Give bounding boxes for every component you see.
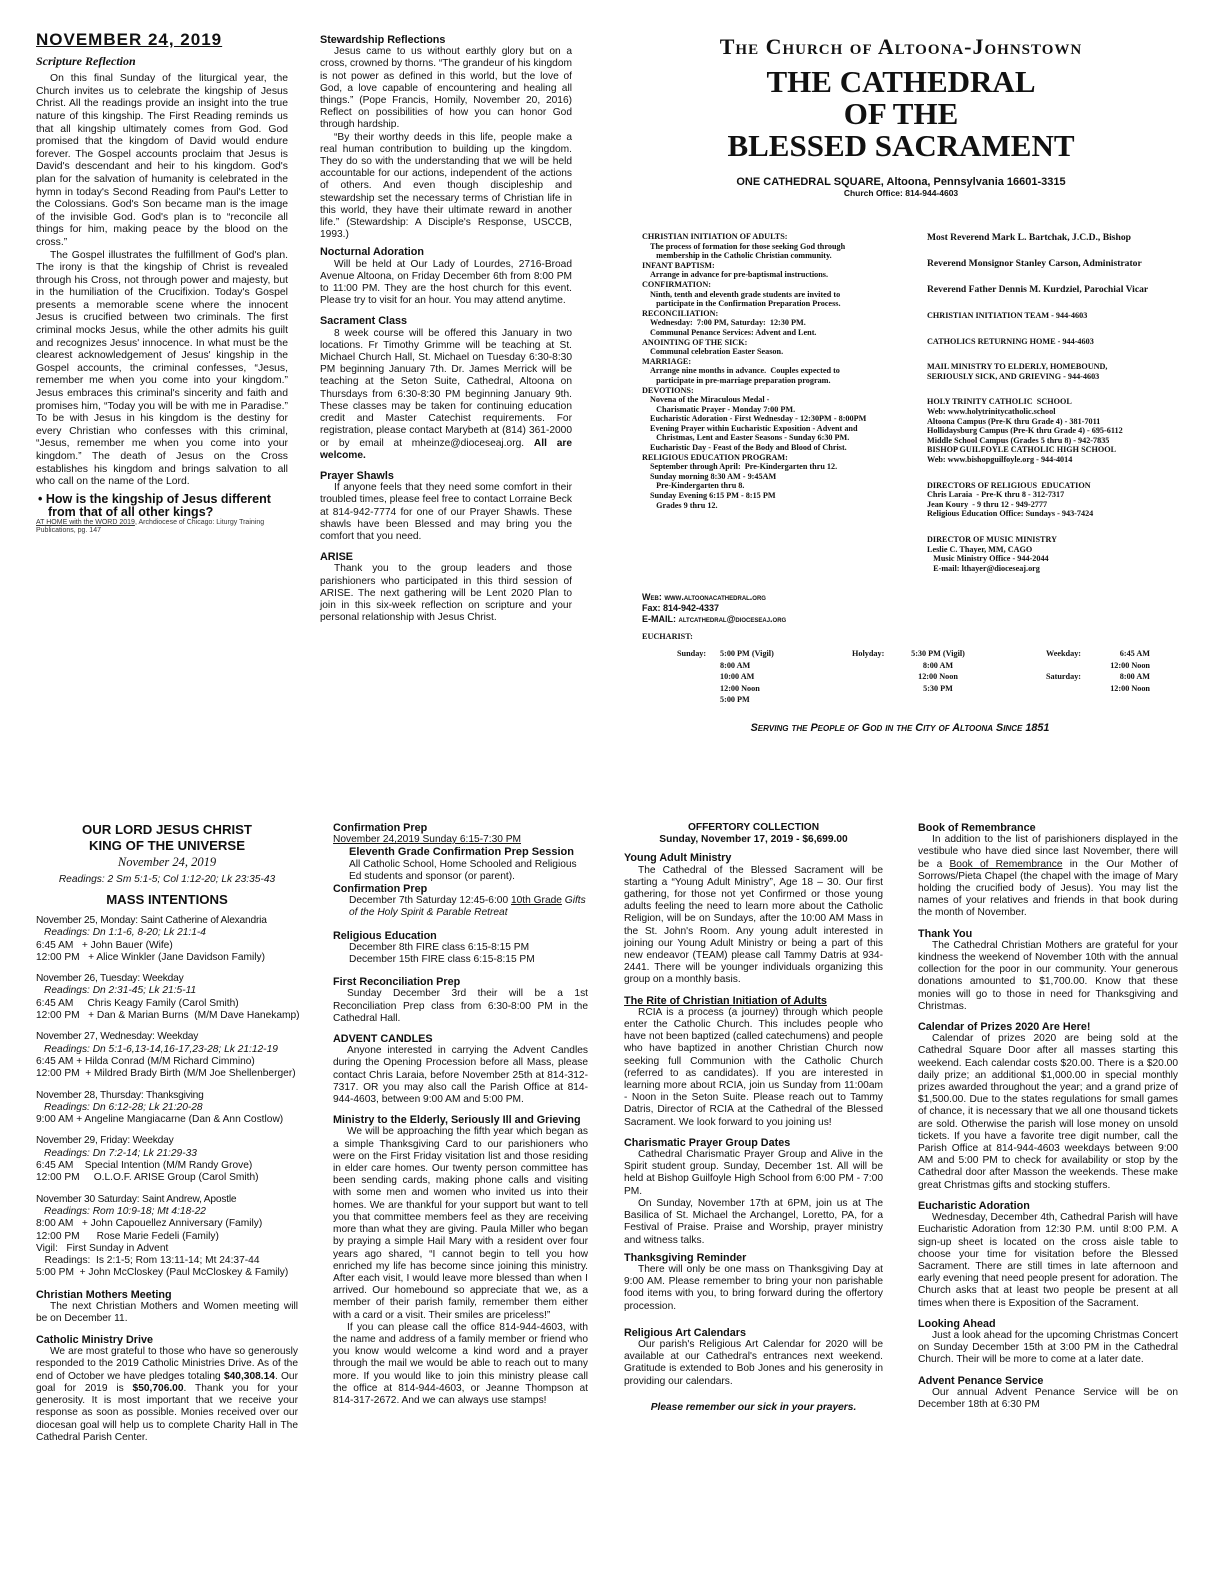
citation-rest: , Archdiocese of Chicago: Liturgy Training Publications, pg. 147 [36, 518, 265, 534]
christian-mothers-text: The next Christian Mothers and Women meeting will be on December 11. [36, 1301, 298, 1325]
saturday-label: Saturday: [1046, 672, 1082, 681]
sacrament-detail: September through April: Pre-Kindergarten thru 12. [650, 462, 838, 472]
dre-line: Chris Laraia - Pre-K thru 8 - 312-7317 [927, 490, 1065, 500]
scripture-reflection-heading: Scripture Reflection [36, 53, 136, 68]
staff-bishop: Most Reverend Mark L. Bartchak, J.C.D., Bishop [927, 232, 1131, 243]
christian-initiation-team: CHRISTIAN INITIATION TEAM - 944-4603 [927, 311, 1088, 320]
school-line: HOLY TRINITY CATHOLIC SCHOOL [927, 397, 1072, 407]
mass-day-readings: Readings: Rom 10:9-18; Mt 4:18-22 [44, 1205, 206, 1217]
email[interactable]: E-MAIL: altcathedral@dioceseaj.org [642, 614, 787, 624]
eucharistic-adoration-heading: Eucharistic Adoration [918, 1199, 1030, 1212]
first-reconciliation-text: Sunday December 3rd their will be a 1st Reconciliation Prep class from 6:30-8:00 PM in the Cathedral Hall. [333, 988, 588, 1024]
music-line: DIRECTOR OF MUSIC MINISTRY [927, 534, 1058, 544]
mass-days-list [36, 915, 298, 1280]
mass-day [36, 973, 298, 1022]
looking-ahead-heading: Looking Ahead [918, 1317, 996, 1330]
sacrament-heading: MARRIAGE: [642, 356, 692, 366]
mass-day-title: November 29, Friday: Weekday [36, 1135, 174, 1147]
holyday-times [898, 648, 978, 694]
dre-line: Jean Koury - 9 thru 12 - 949-2777 [927, 499, 1048, 509]
sacrament-detail: Sunday morning 8:30 AM - 9:45AM [650, 471, 777, 481]
saturday-times [1098, 671, 1150, 694]
parish-events-column [333, 822, 588, 1407]
mass-day [36, 1135, 298, 1184]
fax: Fax: 814-942-4337 [642, 603, 720, 613]
mass-day-readings: Readings: Dn 2:31-45; Lk 21:5-11 [44, 985, 197, 997]
bulletin-date: NOVEMBER 24, 2019 [36, 30, 223, 49]
sacrament-detail: Eucharistic Day - Feast of the Body and Blood of Christ. [650, 443, 847, 453]
mass-intention: 12:00 PM O.L.O.F. ARISE Group (Carol Smith) [36, 1172, 259, 1184]
sunday-mass-time: 5:00 PM [720, 695, 750, 704]
mass-day-readings: Readings: Dn 7:2-14; Lk 21:29-33 [44, 1147, 197, 1159]
school-line: Web: www.holytrinitycatholic.school [927, 406, 1056, 416]
church-header [606, 34, 1196, 198]
offertory-heading: OFFERTORY COLLECTION [687, 822, 820, 833]
school-line: BISHOP GUILFOYLE CATHOLIC HIGH SCHOOL [927, 445, 1117, 455]
goal-total: $50,706.00 [132, 1382, 184, 1394]
diocese-name: The Church of Altoona-Johnstown [719, 34, 1083, 59]
sacraments-list [642, 232, 912, 510]
confirmation-attendees: All Catholic School, Home Schooled and Religious Ed students and sponsor (or parent). [349, 858, 577, 882]
mass-intention: 12:00 PM Rose Marie Fedeli (Family) [36, 1230, 219, 1242]
elderly-ministry-text-2: If you can please call the office 814-944-4603, with the name and address of a family member or friend who you know would welcome a kind word and a prayer through the mail we would be able to reach out to many more. If you would like to join this ministry please call the office at 814-944-4603, or Jeanne Thompson at 814-317-2672. And we can always use stamps! [333, 1321, 588, 1406]
website[interactable]: Web: www.altoonacathedral.org [642, 592, 766, 602]
calendar-prizes-heading: Calendar of Prizes 2020 Are Here! [918, 1021, 1091, 1034]
mass-day [36, 1194, 298, 1280]
cathedral-title-line-2: OF THE [843, 96, 959, 131]
school-line: Web: www.bishopguilfoyle.org - 944-4014 [927, 454, 1073, 464]
mass-day-title: November 25, Monday: Saint Catherine of Alexandria [36, 915, 267, 926]
sacrament-detail: participate in pre-marriage preparation program. [650, 375, 831, 385]
school-line: Hollidaysburg Campus (Pre-K thru Grade 4) - 695-6112 [927, 426, 1123, 436]
reflection-paragraph-1: On this final Sunday of the liturgical year, the Church invites us to celebrate the kingship of Jesus Christ. All the readings provide an insight into the true nature of this kingship. The First Reading reminds us that all kingship ultimately comes from God. God promised that the kingdom of David would endure forever. The Gospel accounts proclaim that Jesus is David's descendant and heir to his kingdom. God's plan for the salvation of humanity is celebrated in the hymn in today's Second Reading from Paul's Letter to the Colossians. God's Son became man is the image of the invisible God. God's plan is to “reconcile all things for him, making peace by the blood on the cross.” [36, 73, 288, 248]
sacrament-detail: The process of formation for those seeking God through [650, 241, 846, 251]
sacrament-detail: participate in the Confirmation Preparation Process. [650, 299, 841, 309]
mass-intention: 6:45 AM Chris Keagy Family (Carol Smith) [36, 997, 239, 1009]
scripture-reflection-column [36, 30, 288, 535]
church-address: ONE CATHEDRAL SQUARE, Altoona, Pennsylvania 16601-3315 [736, 176, 1066, 188]
sacrament-detail: Sunday Evening 6:15 PM - 8:15 PM [650, 491, 776, 501]
advent-candles-text: Anyone interested in carrying the Advent Candles during the Opening Procession before all Mass, please contact Chris Laraia, before November 25th at 814-312-7317. OR you may also call the Parish Office at 814-944-4603, between 9:00 AM and 5:00 PM. [333, 1045, 588, 1106]
serving-tagline: Serving the People of God in the City of Altoona Since 1851 [750, 722, 1050, 734]
sacrament-heading: CHRISTIAN INITIATION OF ADULTS: [642, 232, 788, 241]
pledges-total: $40,308.14 [223, 1370, 275, 1382]
thanksgiving-heading: Thanksgiving Reminder [624, 1251, 747, 1264]
stewardship-paragraph-2: “By their worthy deeds in this life, people make a real human contribution to building up the kingdom. They do so with the understanding that we will be held accountable for our actions, independent of the actions of others. And even though discipleship and stewardship set the necessary terms of Christian life in this world, they have their ultimate reward in another life.” (Stewardship: A Disciple's Response, USCCB, 1993.) [320, 131, 572, 241]
penance-service-text: Our annual Advent Penance Service will be on December 18th at 6:30 PM [918, 1386, 1178, 1410]
mass-intention: Readings: Is 2:1-5; Rom 13:11-14; Mt 24:37-44 [36, 1255, 260, 1267]
thank-you-text: The Cathedral Christian Mothers are grateful for your kindness the weekend of November 10th with the annual collection for the poor in our community. Your generous donations amounted to $1,700.00. Know that these monies will go to those in need for Thanksgiving and Christmas. [918, 939, 1178, 1012]
schools-block [927, 397, 1197, 464]
rcia-text: RCIA is a process (a journey) through which people enter the Catholic Church. This includes people who have not been baptized (called catechumens) and people who have baptized in another Christian Church now seeking full Communion with the Catholic Church (referred to as candidates). If you are interested in learning more about RCIA, join us Sunday from 11:00am - Noon in the Seton Suite. Please reach out to Tammy Datris, Director of RCIA at the Cathedral of the Blessed Sacrament. We look forward to you joining us! [624, 1006, 883, 1128]
mass-day-title: November 26, Tuesday: Weekday [36, 973, 184, 985]
fire-class-2: December 15th FIRE class 6:15-8:15 PM [349, 954, 535, 966]
sacrament-heading: RELIGIOUS EDUCATION PROGRAM: [642, 452, 788, 462]
saturday-mass-time: 8:00 AM [1119, 672, 1150, 681]
sacrament-detail: membership in the Catholic Christian community. [650, 251, 832, 261]
sunday-mass-time: 5:00 PM (Vigil) [720, 649, 774, 658]
cathedral-title-line-1: THE CATHEDRAL [766, 64, 1036, 99]
feast-title-2: KING OF THE UNIVERSE [88, 838, 246, 853]
sacrament-detail: Ninth, tenth and eleventh grade students are invited to [650, 289, 841, 299]
mass-intention: 12:00 PM + Mildred Brady Birth (M/M Joe Shellenberger) [36, 1068, 296, 1080]
weekday-mass-time: 6:45 AM [1119, 649, 1150, 658]
rcia-heading: The Rite of Christian Initiation of Adults [624, 994, 827, 1007]
mass-day-readings: Readings: Dn 5:1-6,13-14,16-17,23-28; Lk 21:12-19 [44, 1043, 278, 1055]
mail-ministry-line-1: MAIL MINISTRY TO ELDERLY, HOMEBOUND, [927, 362, 1108, 372]
all-welcome: All are welcome. [320, 437, 572, 461]
prayer-shawls-heading: Prayer Shawls [320, 469, 394, 482]
eucharist-label: EUCHARIST: [642, 632, 693, 641]
thank-you-heading: Thank You [918, 927, 973, 940]
thanksgiving-text: There will only be one mass on Thanksgiving Day at 9:00 AM. Please remember to bring your non parishable food items with you, to bring forward during the offertory procession. [624, 1263, 883, 1312]
citation-title: AT HOME with the WORD 2019 [36, 518, 135, 526]
holyday-mass-time: 5:30 PM (Vigil) [911, 649, 965, 658]
stewardship-paragraph-1: Jesus came to us without earthly glory but on a cross, crowned by thorns. “The grandeur of his kingdom is not power as defined in this world, but the love of God, a love capable of encountering and healing all things.” (Pope Francis, Homily, November 20, 2016) Reflect on possibilities of how you can honor God through hardship. [320, 46, 572, 131]
sacrament-class-text: 8 week course will be offered this January in two locations. Fr Timothy Grimme will be teaching at St. Michael Church Hall, St. Michael on Tuesday 6:30-8:30 PM beginning January 7th. Dr. James Merrick will be teaching at the Seton Suite, Cathedral, Altoona on Thursdays from 6:30-8:30 PM beginning January 9th. These classes may be taken for continuing education credit and Master Catechist requirements. For registration, please contact Marybeth at (814) 361-2000 or by email at mheinze@dioceseaj.org. All are welcome. [320, 327, 572, 461]
sacrament-detail: Evening Prayer within Eucharistic Exposition - Advent and [650, 423, 858, 433]
stewardship-heading: Stewardship Reflections [320, 34, 446, 46]
school-line: Altoona Campus (Pre-K thru Grade 4) - 381-7011 [927, 416, 1101, 426]
sacrament-heading: CONFIRMATION: [642, 279, 711, 289]
music-line: Music Ministry Office - 944-2044 [927, 554, 1049, 564]
penance-service-heading: Advent Penance Service [918, 1374, 1044, 1387]
school-line: Middle School Campus (Grades 5 thru 8) - 942-7835 [927, 435, 1110, 445]
ministry-drive-text: We are most grateful to those who have so generously responded to the 2019 Catholic Ministries Drive. As of the end of October we have pledges totaling $40,308.14. Our goal for 2019 is $50,706.00. Thank you for your generosity. It is most important that we receive your response as soon as possible. Monies received over our diocesan goal will help us to complete Charity Hall in The Cathedral Parish Center. [36, 1345, 298, 1443]
confirmation-prep-heading: Confirmation Prep [333, 822, 428, 834]
young-adult-text: The Cathedral of the Blessed Sacrament will be starting a “Young Adult Ministry”, Age 18 – 30. Our first gathering, for those not yet Confirmed or those young adults feeling the need to learn more about the Catholic Religion, will be on Sundays, after the 10:00 AM Mass in the St. John's Room. Any young adult interested in joining our Young Adult Ministry or being a part of this new endeavor (TEAM) please call Tammy Datris at 934-2441. There will be younger individuals organizing this group on a monthly basis. [624, 864, 883, 986]
staff-vicar: Reverend Father Dennis M. Kurdziel, Parochial Vicar [927, 284, 1149, 295]
nocturnal-adoration-text: Will be held at Our Lady of Lourdes, 2716-Broad Avenue Altoona, on Friday December 6th from 8:00 PM to 11:00 PM. They are the host church for this event. Please try to visit for an hour. You may attend anytime. [320, 258, 572, 307]
weekday-times [1098, 648, 1150, 671]
reflection-paragraph-2: The Gospel illustrates the fulfillment of God's plan. The irony is that the kingship of Christ is revealed through his Cross, not through power and majesty, but in the humiliation of the Crucifixion. Today's Gospel presents a memorable scene where the innocent Jesus is crucified between two criminals. The first criminal mocks Jesus, while the other admits his guilt and recognizes Jesus' innocence. In what must be the clearest acknowledgement of Jesus' kingship in the Gospel accounts, the criminal confesses, “Jesus, remember me when you come into your kingdom.” Jesus embraces this criminal's sincerity and faith and promises him, “Today you will be with me in Paradise.” To be with Jesus in his kingdom is the destiny for every Christian who confesses with this criminal, “Jesus, remember me when you come into your kingdom.” The death of Jesus on the Cross establishes his kingdom and brings salvation to all who call on the name of the Lord. [36, 249, 288, 488]
confirmation-session: Eleventh Grade Confirmation Prep Session [349, 846, 574, 859]
sacrament-detail: Grades 9 thru 12. [650, 500, 718, 510]
cathedral-title-line-3: BLESSED SACRAMENT [727, 128, 1075, 163]
arise-heading: ARISE [320, 551, 353, 564]
looking-ahead-text: Just a look ahead for the upcoming Christmas Concert on Sunday December 15th at 3:00 PM in the Cathedral Church. Their will be more to come at a later date. [918, 1329, 1178, 1366]
charismatic-text-2: On Sunday, November 17th at 6PM, join us at The Basilica of St. Michael the Archangel, Loretto, PA, for a Festival of Praise. Praise and Worship, prayer ministry and witness talks. [624, 1197, 883, 1246]
prayer-shawls-text: If anyone feels that they need some comfort in their troubled times, please feel free to contact Lorraine Beck at 814-942-7774 for one of our Prayer Shawls. These shawls have been Blessed and may bring you the comfort that you need. [320, 482, 572, 542]
mass-intention: 6:45 AM + Hilda Conrad (M/M Richard Cimmino) [36, 1055, 255, 1067]
mass-day-title: November 30 Saturday: Saint Andrew, Apostle [36, 1193, 237, 1205]
mass-intention: 12:00 PM + Dan & Marian Burns (M/M Dave Hanekamp) [36, 1010, 300, 1022]
christian-mothers-heading: Christian Mothers Meeting [36, 1288, 172, 1301]
staff-administrator: Reverend Monsignor Stanley Carson, Administrator [927, 258, 1142, 269]
sacrament-detail: Communal Penance Services: Advent and Lent. [650, 327, 817, 337]
dre-block [927, 481, 1197, 519]
charismatic-heading: Charismatic Prayer Group Dates [624, 1136, 791, 1149]
charismatic-text-1: Cathedral Charismatic Prayer Group and Alive in the Spirit student group. Sunday, December 1st. All will be held at Bishop Guilfoyle High School from 6:00 PM - 7:00 PM. [624, 1149, 883, 1197]
saturday-mass-time: 12:00 Noon [1110, 683, 1150, 693]
mass-intentions-heading: MASS INTENTIONS [106, 892, 228, 907]
sacrament-detail: Novena of the Miraculous Medal - [650, 395, 770, 405]
book-remembrance-text: In addition to the list of parishioners displayed in the vestibule who have died since last November, there will be a Book of Remembrance in the Our Mother of Sorrows/Pieta Chapel (the chapel with the image of Mary holding the crucified body of Jesus). You may list the names of your relatives and friends in that book during the month of November. [918, 834, 1178, 919]
eucharistic-adoration-text: Wednesday, December 4th, Cathedral Parish will have Eucharistic Adoration from 12:30 P.M. until 8:00 P.M. A sign-up sheet is located on the cross aisle table to choose your time for visitation before the Blessed Sacrament. There are still times in late afternoon and early evening that need people present for adoration. The Church asks that at least two people be present at all times when there is Exposition of the Sacrament. [918, 1212, 1178, 1309]
art-calendars-heading: Religious Art Calendars [624, 1326, 746, 1339]
mass-intentions-column [36, 822, 298, 1444]
mass-day-title: November 28, Thursday: Thanksgiving [36, 1089, 204, 1101]
holyday-mass-time: 12:00 Noon [918, 672, 958, 681]
sunday-label: Sunday: [677, 649, 707, 658]
weekday-label: Weekday: [1046, 649, 1082, 658]
mass-intention: 5:00 PM + John McCloskey (Paul McCloskey & Family) [36, 1267, 289, 1279]
sacrament-heading: ANOINTING OF THE SICK: [642, 337, 748, 347]
dre-line: Religious Education Office: Sundays - 943-7424 [927, 509, 1094, 519]
fire-class-1: December 8th FIRE class 6:15-8:15 PM [349, 941, 530, 953]
music-line: E-mail: lthayer@dioceseaj.org [927, 563, 1040, 573]
arise-text: Thank you to the group leaders and those parishioners who participated in this third session of ARISE. The next gathering will be Lent 2020 Plan to join in this six-week reflection on scripture and your personal relationship with Jesus Christ. [320, 563, 572, 624]
holyday-mass-time: 8:00 AM [922, 660, 954, 670]
mail-ministry-line-2: SERIOUSLY SICK, AND GRIEVING - 944-4603 [927, 371, 1100, 381]
sacrament-detail: Charismatic Prayer - Monday 7:00 PM. [650, 404, 796, 414]
art-calendars-text: Our parish's Religious Art Calendar for 2020 will be available at our Cathedral's entrances next weekend. Gratitude is extended to Bob Jones and his generosity in providing our calendars. [624, 1338, 883, 1387]
sacrament-detail: Pre-Kindergarten thru 8. [650, 481, 745, 491]
feast-date: November 24, 2019 [117, 855, 217, 869]
question-text: How is the kingship of Jesus different from that of all other kings? [45, 491, 271, 519]
weekday-mass-time: 12:00 Noon [1110, 660, 1150, 670]
citation [36, 519, 288, 535]
dre-line: DIRECTORS OF RELIGIOUS EDUCATION [927, 480, 1091, 490]
calendar-prizes-text: Calendar of prizes 2020 are being sold at the Cathedral Square Door after all masses starting this weekend. Each calendar costs $20.00. There is a $20.00 daily prize; an additional $1,000.00 in special monthly prizes awarded throughout the year; and a grand prize of $1,500.00. Due to the states regulations for small games of chance, it is necessary that we all one thousand tickets are sold. Otherwise the parish will lose money on unsold tickets. If you have a favorite tree digit number, call the Parish Office at 814-944-4603 weekdays between 9:00 AM and 5:00 PM to check for availability or stop by the Cathedral door after Masson the weekends. These make great Christmas gifts and stocking stuffers. [918, 1033, 1178, 1191]
church-office-phone: Church Office: 814-944-4603 [843, 188, 959, 198]
reflection-question: • How is the kingship of Jesus different from that of all other kings? [38, 491, 271, 519]
offertory-amount: Sunday, November 17, 2019 - $6,699.00 [659, 834, 848, 846]
sunday-times [720, 648, 800, 706]
feast-title-1: OUR LORD JESUS CHRIST [82, 822, 252, 837]
book-remembrance-heading: Book of Remembrance [918, 822, 1036, 834]
music-block [927, 535, 1197, 573]
music-line: Leslie C. Thayer, MM, CAGO [927, 544, 1033, 554]
ministry-drive-heading: Catholic Ministry Drive [36, 1333, 153, 1346]
elderly-ministry-heading: Ministry to the Elderly, Seriously Ill and Grieving [333, 1114, 581, 1127]
mass-intention: Vigil: First Sunday in Advent [36, 1242, 169, 1254]
mass-day [36, 1090, 298, 1127]
mass-intention: 12:00 PM + Alice Winkler (Jane Davidson Family) [36, 951, 266, 963]
sacrament-detail: Christmas, Lent and Easter Seasons - Sunday 6:30 PM. [650, 433, 850, 443]
sick-prayer-footer: Please remember our sick in your prayers. [650, 1401, 857, 1413]
contact-block [642, 592, 912, 625]
first-reconciliation-heading: First Reconciliation Prep [333, 976, 461, 989]
sacrament-detail: Arrange in advance for pre-baptismal instructions. [650, 270, 829, 280]
mass-intention: 6:45 AM Special Intention (M/M Randy Grove) [36, 1160, 253, 1172]
feast-readings: Readings: 2 Sm 5:1-5; Col 1:12-20; Lk 23:35-43 [58, 874, 276, 885]
elderly-ministry-text-1: We will be approaching the fifth year which began as a simple Thanksgiving Card to our parishioners who were on the First Friday visitation list and those residing in elder care homes. Our twenty person committee has been sending cards, making phone calls and visiting with some men and women who invited us into their homes. We are thankful for your support but want to tell you that committee members feel as they are receiving more than what they are giving. Paula Miller who began by praying a simple Hail Mary with a resident over four years ago shared, “I cannot begin to tell you how enriched my life has become since joining this ministry. After each visit, I would leave more blessed than when I arrived. Our homebound so appreciate that we, as a member of their parish family, remember them either with a card or a visit. Their smiles are priceless!” [333, 1126, 588, 1321]
sacrament-class-heading: Sacrament Class [320, 315, 408, 328]
mass-intention: 6:45 AM + John Bauer (Wife) [36, 939, 173, 951]
young-adult-heading: Young Adult Ministry [624, 852, 732, 865]
mass-intention: 9:00 AM + Angeline Mangiacarne (Dan & Ann Costlow) [36, 1114, 284, 1126]
staff-ministries-block [927, 232, 1197, 573]
sunday-mass-time: 10:00 AM [720, 672, 755, 681]
mass-day [36, 1031, 298, 1080]
remembrance-column [918, 822, 1178, 1411]
stewardship-column [320, 34, 572, 624]
sacrament-detail: Arrange nine months in advance. Couples expected to [650, 366, 840, 376]
sacrament-detail: Communal celebration Easter Season. [650, 347, 784, 357]
confirmation-retreat: December 7th Saturday 12:45-6:00 10th Grade Gifts of the Holy Spirit & Parable Retreat [349, 895, 586, 919]
mass-day-title: November 27, Wednesday: Weekday [36, 1031, 199, 1043]
confirmation-prep-date: November 24,2019 Sunday 6:15-7:30 PM [333, 834, 522, 846]
holyday-label: Holyday: [852, 649, 885, 658]
mass-day-readings: Readings: Dn 1:1-6, 8-20; Lk 21:1-4 [44, 927, 206, 939]
confirmation-prep-heading-2: Confirmation Prep [333, 883, 428, 896]
sunday-mass-time: 8:00 AM [720, 660, 751, 670]
sacrament-detail: Wednesday: 7:00 PM, Saturday: 12:30 PM. [650, 318, 806, 328]
sacrament-heading: INFANT BAPTISM: [642, 260, 715, 270]
advent-candles-heading: ADVENT CANDLES [333, 1033, 433, 1046]
sunday-mass-time: 12:00 Noon [720, 683, 760, 693]
nocturnal-adoration-heading: Nocturnal Adoration [320, 246, 424, 259]
mass-day [36, 915, 298, 964]
offertory-column [624, 822, 883, 1414]
sacrament-heading: RECONCILIATION: [642, 308, 719, 318]
sacrament-detail: Eucharistic Adoration - First Wednesday - 12:30PM - 8:00PM [650, 414, 867, 424]
holyday-mass-time: 5:30 PM [923, 683, 953, 693]
sacrament-heading: DEVOTIONS: [642, 385, 694, 395]
religious-education-heading: Religious Education [333, 929, 437, 942]
mass-intention: 8:00 AM + John Capouellez Anniversary (Family) [36, 1218, 263, 1230]
mass-day-readings: Readings: Dn 6:12-28; Lk 21:20-28 [44, 1101, 203, 1113]
catholics-returning-home: CATHOLICS RETURNING HOME - 944-4603 [927, 336, 1094, 346]
